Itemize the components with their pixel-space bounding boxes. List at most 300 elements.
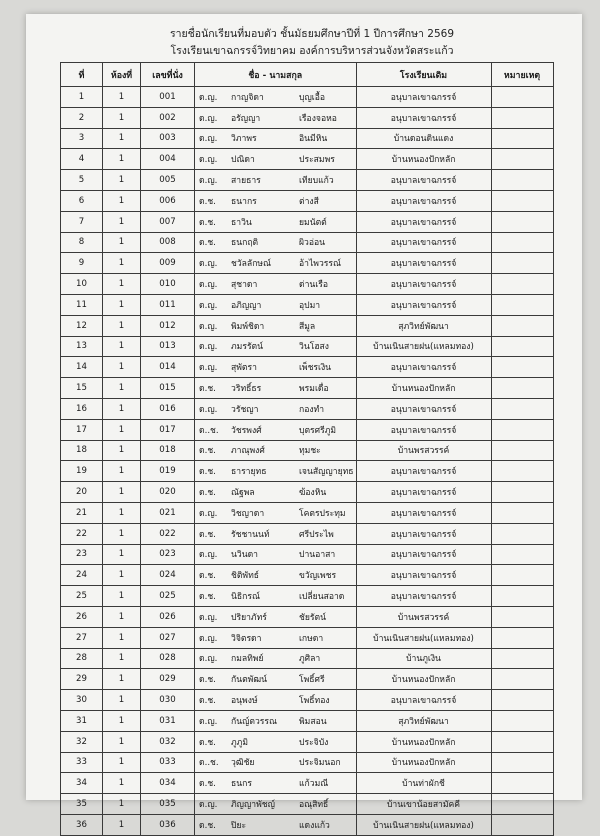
cell-name: [195, 357, 357, 378]
cell-note: [491, 378, 553, 399]
cell-school: บ้านเนินสายฝน(แหลมทอง): [356, 627, 491, 648]
cell-name: [195, 648, 357, 669]
table-row: [61, 690, 554, 711]
cell-no: 11: [61, 294, 103, 315]
table-row: [61, 149, 554, 170]
cell-school: อนุบาลเขาฉกรรจ์: [356, 419, 491, 440]
cell-no: 30: [61, 690, 103, 711]
cell-note: [491, 232, 553, 253]
cell-school: อนุบาลเขาฉกรรจ์: [356, 461, 491, 482]
cell-name: [195, 419, 357, 440]
cell-seat: 024: [141, 565, 195, 586]
cell-room: 1: [103, 502, 141, 523]
cell-seat: 019: [141, 461, 195, 482]
cell-seat: 025: [141, 586, 195, 607]
cell-name: [195, 586, 357, 607]
cell-school: บ้านหนองปักหลัก: [356, 378, 491, 399]
cell-school: บ้านหนองปักหลัก: [356, 731, 491, 752]
cell-no: 32: [61, 731, 103, 752]
cell-school: สุภวิทย์พัฒนา: [356, 710, 491, 731]
cell-seat: 035: [141, 794, 195, 815]
first-name: ภิญญาพัชญ์: [231, 799, 275, 810]
name-title: ด.ญ.: [199, 654, 218, 665]
cell-name: [195, 128, 357, 149]
first-name: ณัฐพล: [231, 488, 255, 499]
last-name: ผิวอ่อน: [299, 238, 326, 249]
table-row: [61, 232, 554, 253]
name-title: ด.ญ.: [199, 716, 218, 727]
cell-seat: 015: [141, 378, 195, 399]
cell-school: อนุบาลเขาฉกรรจ์: [356, 107, 491, 128]
table-row: [61, 669, 554, 690]
table-row: [61, 482, 554, 503]
cell-room: 1: [103, 752, 141, 773]
first-name: วิภาพร: [231, 134, 257, 145]
first-name: ชิติพัทธ์: [231, 571, 259, 582]
cell-room: 1: [103, 315, 141, 336]
cell-room: 1: [103, 794, 141, 815]
table-row: [61, 419, 554, 440]
cell-no: 22: [61, 523, 103, 544]
first-name: กันตพัฒน์: [231, 675, 267, 686]
cell-name: [195, 482, 357, 503]
last-name: ประจิบัง: [299, 737, 329, 748]
last-name: เกษดา: [299, 633, 324, 644]
school-name: โรงเรียนเขาฉกรรจ์วิทยาคม องค์การบริหารส่วนจังหวัดสระแก้ว: [170, 45, 454, 57]
last-name: วินโฮสง: [299, 342, 330, 353]
name-title: ด.ช.: [199, 820, 216, 831]
cell-no: 6: [61, 190, 103, 211]
last-name: ทุมชะ: [299, 446, 321, 457]
name-title: ด.ญ.: [199, 363, 218, 374]
first-name: สายธาร: [231, 176, 261, 187]
last-name: อ้าไพวรรณ์: [299, 259, 342, 270]
cell-name: [195, 669, 357, 690]
document-page: [26, 14, 582, 831]
last-name: โพธิ์ทอง: [299, 696, 330, 706]
table-row: [61, 523, 554, 544]
cell-note: [491, 523, 553, 544]
cell-name: [195, 627, 357, 648]
cell-note: [491, 315, 553, 336]
cell-room: 1: [103, 128, 141, 149]
table-row: [61, 315, 554, 336]
table-row: [61, 107, 554, 128]
cell-no: 17: [61, 419, 103, 440]
cell-school: อนุบาลเขาฉกรรจ์: [356, 544, 491, 565]
name-title: ด.ช.: [199, 384, 216, 395]
cell-seat: 012: [141, 315, 195, 336]
cell-note: [491, 482, 553, 503]
table-row: [61, 794, 554, 815]
cell-room: 1: [103, 253, 141, 274]
last-name: อณุสิทธิ์: [299, 799, 329, 810]
last-name: เปลี่ยนสอาด: [299, 592, 345, 603]
cell-seat: 007: [141, 211, 195, 232]
cell-room: 1: [103, 294, 141, 315]
cell-note: [491, 606, 553, 627]
name-title: ด.ญ.: [199, 550, 218, 561]
cell-name: [195, 731, 357, 752]
cell-no: 26: [61, 606, 103, 627]
name-title: ด.ช.: [199, 675, 216, 686]
cell-note: [491, 336, 553, 357]
table-header-row: [61, 63, 554, 87]
name-title: ด.ญ.: [199, 92, 218, 103]
cell-school: อนุบาลเขาฉกรรจ์: [356, 690, 491, 711]
first-name: วิจิตรดา: [231, 633, 262, 644]
cell-note: [491, 253, 553, 274]
name-title: ด..ช.: [199, 425, 219, 436]
cell-no: 13: [61, 336, 103, 357]
col-header-school: โรงเรียนเดิม: [356, 63, 491, 87]
cell-note: [491, 107, 553, 128]
cell-seat: 017: [141, 419, 195, 440]
last-name: ประสมพร: [299, 155, 335, 166]
cell-name: [195, 315, 357, 336]
cell-name: [195, 814, 357, 835]
table-row: [61, 565, 554, 586]
first-name: สุพัตรา: [231, 363, 257, 374]
cell-room: 1: [103, 357, 141, 378]
first-name: ภาณุพงศ์: [231, 446, 265, 457]
cell-school: อนุบาลเขาฉกรรจ์: [356, 211, 491, 232]
cell-no: 25: [61, 586, 103, 607]
cell-school: บ้านเนินสายฝน(แหลมทอง): [356, 814, 491, 835]
cell-seat: 031: [141, 710, 195, 731]
name-title: ด.ช.: [199, 467, 216, 478]
student-table: [60, 62, 554, 836]
cell-name: [195, 107, 357, 128]
table-row: [61, 648, 554, 669]
cell-name: [195, 190, 357, 211]
cell-no: 33: [61, 752, 103, 773]
col-header-seat: เลขที่นั่ง: [141, 63, 195, 87]
table-row: [61, 627, 554, 648]
cell-no: 10: [61, 274, 103, 295]
cell-room: 1: [103, 627, 141, 648]
first-name: ธนกฤติ: [231, 238, 259, 249]
cell-note: [491, 544, 553, 565]
cell-school: อนุบาลเขาฉกรรจ์: [356, 253, 491, 274]
last-name: ภูศิลา: [299, 654, 321, 665]
cell-name: [195, 336, 357, 357]
cell-no: 14: [61, 357, 103, 378]
cell-no: 29: [61, 669, 103, 690]
first-name: พิมพ์ชิดา: [231, 321, 265, 332]
cell-name: [195, 544, 357, 565]
cell-no: 21: [61, 502, 103, 523]
name-title: ด.ญ.: [199, 280, 218, 291]
cell-seat: 027: [141, 627, 195, 648]
name-title: ด.ช.: [199, 196, 216, 207]
cell-room: 1: [103, 107, 141, 128]
cell-name: [195, 523, 357, 544]
cell-name: [195, 87, 357, 108]
last-name: ศรีประไพ: [299, 529, 334, 540]
last-name: แดงแก้ว: [299, 820, 330, 831]
first-name: อรัญญา: [231, 113, 261, 124]
table-row: [61, 128, 554, 149]
first-name: ธนกร: [231, 779, 252, 790]
table-row: [61, 752, 554, 773]
cell-name: [195, 232, 357, 253]
cell-no: 8: [61, 232, 103, 253]
first-name: กมลทิพย์: [231, 654, 264, 665]
cell-note: [491, 690, 553, 711]
cell-note: [491, 190, 553, 211]
table-row: [61, 814, 554, 835]
name-title: ด.ช.: [199, 592, 216, 603]
cell-school: สุภวิทย์พัฒนา: [356, 315, 491, 336]
last-name: ประจิมนอก: [299, 758, 341, 769]
cell-note: [491, 710, 553, 731]
cell-name: [195, 502, 357, 523]
cell-note: [491, 648, 553, 669]
cell-name: [195, 710, 357, 731]
last-name: สีมูล: [299, 321, 316, 332]
table-row: [61, 336, 554, 357]
last-name: อุปมา: [299, 300, 321, 311]
name-title: ด.ช.: [199, 696, 216, 706]
col-header-note: หมายเหตุ: [491, 63, 553, 87]
first-name: วรัชญา: [231, 404, 259, 415]
cell-seat: 030: [141, 690, 195, 711]
cell-name: [195, 398, 357, 419]
table-row: [61, 544, 554, 565]
cell-name: [195, 294, 357, 315]
name-title: ด..ช.: [199, 758, 219, 769]
last-name: เทียบแก้ว: [299, 176, 334, 187]
cell-school: อนุบาลเขาฉกรรจ์: [356, 232, 491, 253]
cell-seat: 034: [141, 773, 195, 794]
cell-room: 1: [103, 648, 141, 669]
last-name: บุตรศรีภูมิ: [299, 425, 337, 436]
cell-note: [491, 149, 553, 170]
table-row: [61, 586, 554, 607]
cell-note: [491, 440, 553, 461]
cell-seat: 003: [141, 128, 195, 149]
cell-school: บ้านท่าผักชี: [356, 773, 491, 794]
cell-school: บ้านหนองปักหลัก: [356, 149, 491, 170]
last-name: บุญเอื้อ: [299, 92, 326, 103]
cell-name: [195, 690, 357, 711]
cell-no: 4: [61, 149, 103, 170]
cell-name: [195, 170, 357, 191]
name-title: ด.ญ.: [199, 342, 218, 353]
name-title: ด.ญ.: [199, 799, 218, 810]
name-title: ด.ญ.: [199, 155, 218, 166]
cell-room: 1: [103, 232, 141, 253]
name-title: ด.ญ.: [199, 134, 218, 145]
cell-no: 18: [61, 440, 103, 461]
cell-note: [491, 357, 553, 378]
cell-school: อนุบาลเขาฉกรรจ์: [356, 357, 491, 378]
cell-seat: 010: [141, 274, 195, 295]
table-row: [61, 170, 554, 191]
col-header-name: ชื่อ - นามสกุล: [195, 63, 357, 87]
first-name: ธาวิน: [231, 217, 252, 228]
cell-no: 1: [61, 87, 103, 108]
name-title: ด.ช.: [199, 779, 216, 790]
cell-room: 1: [103, 523, 141, 544]
cell-no: 7: [61, 211, 103, 232]
name-title: ด.ญ.: [199, 113, 218, 124]
col-header-no: ที่: [61, 63, 103, 87]
cell-room: 1: [103, 482, 141, 503]
first-name: ปริยาภัทร์: [231, 612, 267, 623]
name-title: ด.ช.: [199, 529, 216, 540]
first-name: กาญจิดา: [231, 92, 264, 103]
cell-school: อนุบาลเขาฉกรรจ์: [356, 502, 491, 523]
cell-seat: 018: [141, 440, 195, 461]
cell-school: อนุบาลเขาฉกรรจ์: [356, 586, 491, 607]
cell-note: [491, 274, 553, 295]
cell-seat: 036: [141, 814, 195, 835]
cell-room: 1: [103, 710, 141, 731]
cell-seat: 006: [141, 190, 195, 211]
last-name: ชัยรัตน์: [299, 612, 326, 623]
cell-seat: 028: [141, 648, 195, 669]
last-name: เจนสัญญายุทธ: [299, 467, 354, 478]
first-name: ธนากร: [231, 196, 257, 207]
cell-note: [491, 461, 553, 482]
cell-room: 1: [103, 773, 141, 794]
cell-room: 1: [103, 149, 141, 170]
last-name: พรมเดื่อ: [299, 384, 329, 395]
name-title: ด.ญ.: [199, 176, 218, 187]
cell-seat: 029: [141, 669, 195, 690]
cell-no: 36: [61, 814, 103, 835]
name-title: ด.ช.: [199, 737, 216, 748]
table-row: [61, 461, 554, 482]
first-name: กันญ์ตวรรณ: [231, 716, 278, 727]
cell-name: [195, 440, 357, 461]
cell-note: [491, 170, 553, 191]
cell-note: [491, 87, 553, 108]
last-name: แก้วมณี: [299, 779, 329, 790]
last-name: ฆ้องหิน: [299, 488, 327, 499]
cell-name: [195, 606, 357, 627]
cell-note: [491, 731, 553, 752]
cell-no: 3: [61, 128, 103, 149]
cell-school: อนุบาลเขาฉกรรจ์: [356, 170, 491, 191]
cell-seat: 022: [141, 523, 195, 544]
table-row: [61, 606, 554, 627]
cell-name: [195, 794, 357, 815]
name-title: ด.ช.: [199, 217, 216, 228]
cell-name: [195, 253, 357, 274]
cell-no: 16: [61, 398, 103, 419]
cell-note: [491, 586, 553, 607]
cell-note: [491, 752, 553, 773]
cell-note: [491, 419, 553, 440]
first-name: วัชรพงศ์: [231, 425, 262, 436]
cell-no: 12: [61, 315, 103, 336]
cell-school: บ้านหนองปักหลัก: [356, 752, 491, 773]
cell-room: 1: [103, 606, 141, 627]
cell-seat: 023: [141, 544, 195, 565]
cell-no: 24: [61, 565, 103, 586]
first-name: ปณิดา: [231, 155, 255, 166]
last-name: เรืองจอหอ: [299, 113, 337, 124]
table-row: [61, 253, 554, 274]
cell-school: อนุบาลเขาฉกรรจ์: [356, 565, 491, 586]
name-title: ด.ช.: [199, 488, 216, 499]
cell-school: บ้านพรสวรรค์: [356, 440, 491, 461]
cell-school: บ้านภูเงิน: [356, 648, 491, 669]
cell-seat: 004: [141, 149, 195, 170]
first-name: วิชญาดา: [231, 508, 265, 519]
first-name: ปิยะ: [231, 820, 247, 831]
cell-seat: 021: [141, 502, 195, 523]
document-title: รายชื่อนักเรียนที่มอบตัว ชั้นมัธยมศึกษาปีที่ 1 ปีการศึกษา 2569: [169, 28, 455, 40]
cell-name: [195, 149, 357, 170]
col-header-room: ห้องที่: [103, 63, 141, 87]
cell-note: [491, 128, 553, 149]
first-name: นิธิกรณ์: [231, 592, 260, 603]
last-name: อินมีหิน: [299, 134, 328, 145]
cell-school: บ้านหนองปักหลัก: [356, 669, 491, 690]
cell-room: 1: [103, 378, 141, 399]
name-title: ด.ช.: [199, 446, 216, 457]
first-name: วริทธิ์ธร: [231, 384, 262, 395]
cell-room: 1: [103, 440, 141, 461]
cell-school: อนุบาลเขาฉกรรจ์: [356, 482, 491, 503]
cell-no: 34: [61, 773, 103, 794]
cell-seat: 032: [141, 731, 195, 752]
cell-room: 1: [103, 731, 141, 752]
cell-room: 1: [103, 669, 141, 690]
cell-school: อนุบาลเขาฉกรรจ์: [356, 190, 491, 211]
cell-no: 28: [61, 648, 103, 669]
cell-no: 5: [61, 170, 103, 191]
table-row: [61, 710, 554, 731]
cell-note: [491, 669, 553, 690]
cell-note: [491, 294, 553, 315]
cell-name: [195, 211, 357, 232]
first-name: ภมรรัตน์: [231, 342, 264, 353]
cell-room: 1: [103, 170, 141, 191]
table-row: [61, 211, 554, 232]
last-name: ปานอาสา: [299, 550, 336, 561]
table-row: [61, 502, 554, 523]
cell-room: 1: [103, 544, 141, 565]
table-row: [61, 398, 554, 419]
table-row: [61, 731, 554, 752]
cell-note: [491, 565, 553, 586]
cell-school: บ้านเนินสายฝน(แหลมทอง): [356, 336, 491, 357]
cell-no: 31: [61, 710, 103, 731]
cell-note: [491, 398, 553, 419]
cell-seat: 002: [141, 107, 195, 128]
first-name: อภิญญา: [231, 300, 262, 311]
cell-room: 1: [103, 565, 141, 586]
cell-school: อนุบาลเขาฉกรรจ์: [356, 87, 491, 108]
cell-room: 1: [103, 398, 141, 419]
cell-room: 1: [103, 814, 141, 835]
cell-room: 1: [103, 190, 141, 211]
cell-room: 1: [103, 419, 141, 440]
table-row: [61, 87, 554, 108]
cell-seat: 033: [141, 752, 195, 773]
cell-room: 1: [103, 336, 141, 357]
cell-room: 1: [103, 690, 141, 711]
first-name: สุชาดา: [231, 280, 258, 291]
last-name: พิมสอน: [299, 716, 327, 727]
cell-no: 9: [61, 253, 103, 274]
last-name: กองทำ: [299, 404, 325, 415]
